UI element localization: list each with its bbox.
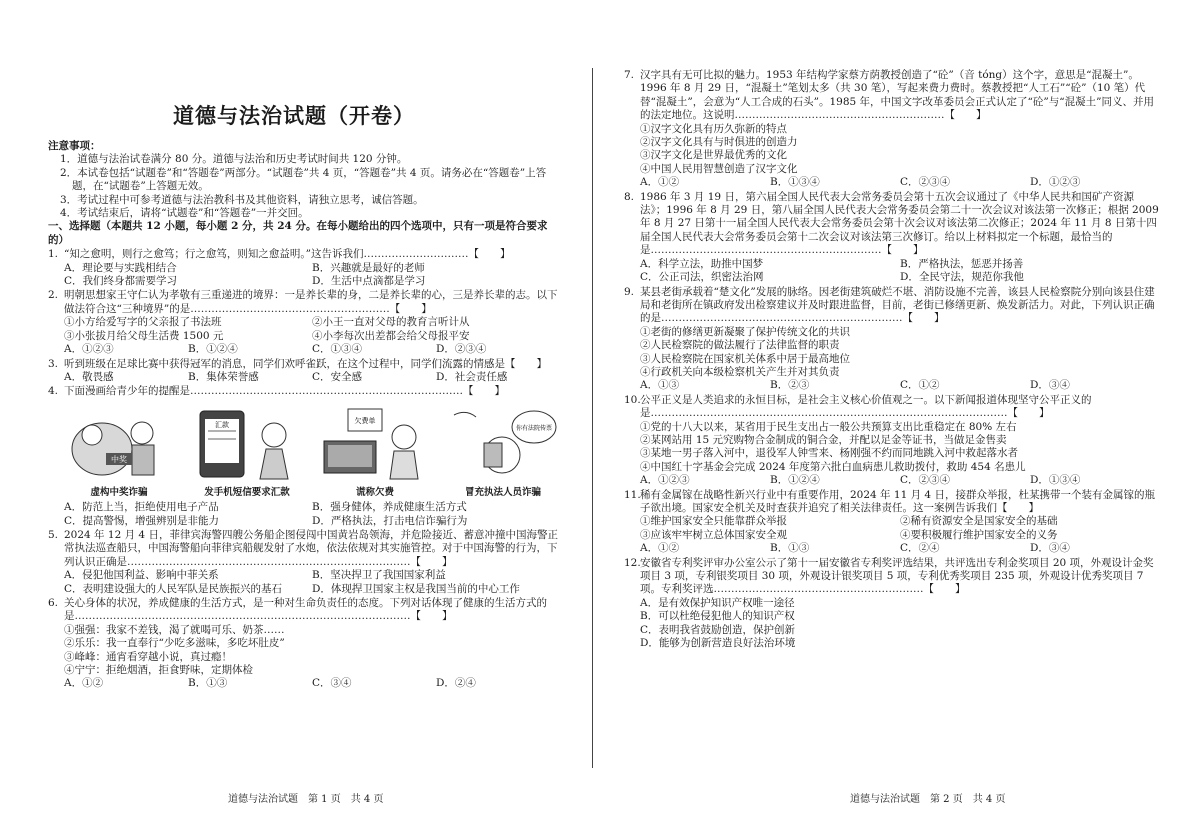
statement-item: ②小王一直对父母的教育言听计从 [312, 316, 470, 329]
answer-option: A．敬畏感 [64, 370, 114, 383]
answer-option: D．①③④ [1030, 474, 1081, 487]
answer-option: C．②③④ [900, 474, 951, 487]
question-number: 12. [624, 556, 641, 569]
option-list [624, 176, 1160, 189]
answer-option: B．①②④ [188, 343, 238, 356]
question-stem [624, 69, 1160, 123]
question-number: 1. [48, 248, 59, 261]
answer-option: B．可以杜绝侵犯他人的知识产权 [640, 610, 795, 623]
question-stem [48, 597, 560, 624]
statement-list [48, 624, 560, 678]
question-stem [48, 248, 560, 261]
question-1 [48, 248, 560, 288]
answer-option: B．①②④ [770, 474, 820, 487]
comic-tag: 你有法院传票 [515, 424, 553, 432]
statement-item: ④宁宁：拒绝烟酒，拒食野味，定期体检 [64, 664, 253, 676]
question-stem [624, 191, 1160, 258]
answer-option: C．②④ [900, 542, 940, 555]
answer-option: D．①②③ [1030, 176, 1081, 189]
answer-option: B．集体荣誉感 [188, 370, 259, 383]
notice-item: 1．道德与法治试卷满分 80 分。道德与法治和历史考试时间共 120 分钟。 [60, 153, 408, 166]
option-list [48, 371, 560, 384]
question-number: 9. [624, 285, 635, 298]
statement-item: ①汉字文化具有历久弥新的特点 [640, 122, 787, 135]
comic-caption: 谎称欠费 [355, 486, 394, 498]
answer-option: C．③④ [312, 677, 352, 690]
answer-option: D．②③④ [436, 343, 487, 356]
option-list [48, 501, 560, 528]
comic-tag: 欠费单 [354, 416, 376, 425]
option-list [624, 258, 1160, 285]
answer-option: C．安全感 [312, 370, 363, 383]
answer-option: B．①③ [188, 677, 228, 690]
statement-list [624, 123, 1160, 177]
question-text: “知之愈明，则行之愈笃；行之愈笃，则知之愈益明。”这告诉我们…………………………【 】 [64, 248, 511, 261]
statement-item: ②某网站用 15 元究购物合金制成的铜合金，并配以足金等证书，当做足金售卖 [640, 433, 1007, 446]
answer-option: D．能够为创新营造良好法治环境 [640, 637, 796, 650]
notice-item: 2．本试卷包括“试题卷”和“答题卷”两部分。“试题卷”共 4 页，“答题卷”共 4 页。请务必在“答题卷”上答题，在“试题卷”上答题无效。 [60, 166, 547, 193]
statement-list [48, 316, 560, 343]
answer-option: C．公正司法，织密法治网 [640, 271, 764, 284]
question-text: 某县老街承载着“楚文化”发展的脉络。因老街建筑破烂不堪、消防设施不完善，该县人民检察院分别向该县住建局和老街所在镇政府发出检察建议并及时跟进监督，目前，老街已修缮更新、焕发新活力。对此，下列认识正确的是……………………………………………………………【 】 [640, 285, 1155, 325]
statement-item: ②稀有资源安全是国家安全的基础 [900, 515, 1058, 528]
column-divider [592, 68, 593, 768]
page-2-content [624, 68, 1160, 650]
question-text: 稀有金属镓在战略性新兴行业中有重要作用，2024 年 11 月 4 日，接群众举报，杜某携带一个装有金属镓的瓶子欲出境。国家安全机关及时查获并追究了相关法律责任。这一案例告诉我们【 】 [640, 488, 1155, 514]
statement-list [624, 326, 1160, 380]
statement-item: ①小方给爱写字的父亲报了书法班 [64, 316, 222, 329]
statement-item: ①强强：我家不差钱，渴了就喝可乐、奶茶…… [64, 623, 285, 636]
page-1 [0, 0, 588, 829]
question-number: 11. [624, 488, 641, 501]
comic-panel [446, 405, 560, 499]
question-2 [48, 289, 560, 356]
answer-option: C．提高警惕，增强辨别是非能力 [64, 514, 220, 527]
statement-item: ③峰峰：通宵看穿越小说，真过瘾！ [64, 650, 232, 663]
comic-caption: 发手机短信要求汇款 [204, 486, 290, 498]
answer-option: A．①②③ [64, 343, 114, 356]
answer-option: A．是有效保护知识产权唯一途径 [640, 596, 795, 609]
statement-item: ④小李每次出差都会给父母报平安 [312, 329, 470, 342]
answer-option: B．强身健体，养成健康生活方式 [312, 501, 467, 514]
answer-option: D．②④ [436, 677, 476, 690]
option-list [624, 597, 1160, 651]
question-text: 关心身体的状况，养成健康的生活方式，是一种对生命负责任的态度。下列对话体现了健康的生活方式的是……………………………………………………………………………………【 】 [64, 596, 547, 623]
comic-panel [62, 405, 176, 499]
question-text: 听到班级在足球比赛中获得冠军的消息，同学们欢呼雀跃，在这个过程中，同学们流露的情感是【 】 [64, 357, 547, 370]
answer-option: D．③④ [1030, 379, 1070, 392]
section-heading: 一、选择题（本题共 12 小题，每小题 2 分，共 24 分。在每小题给出的四个选项中，只有一项是符合要求的） [48, 220, 548, 246]
statement-item: ②乐乐：我一直奉行“少吃多滋味，多吃坏肚皮” [64, 637, 285, 650]
answer-option: B．坚决捍卫了我国国家利益 [312, 569, 446, 582]
question-text: 1986 年 3 月 19 日，第六届全国人民代表大会常务委员会第十五次会议通过了《中华人民共和国矿产资源法》；1996 年 8 月 29 日，第八届全国人民代表大会常务委员会第二十一次会议对该法第一次修正；根据 2009 年 8 月 27 日第十一届全国人民代表大会常务委员会第十次会议对该法第二次修正；2024 年 11 月 8 日第十四届全国人民代表大会常务委员会第十二次会议对该法第三次修订。给以上材料拟定一个标题，最恰当的是…………………………………………………………【 】 [640, 190, 1159, 257]
statement-list [624, 515, 1160, 542]
answer-option: C．我们终身都需要学习 [64, 275, 178, 288]
statement-item: ①党的十八大以来，某省用于民生支出占一般公共预算支出比重稳定在 80% 左右 [640, 420, 1017, 433]
question-12 [624, 557, 1160, 651]
comic-caption: 冒充执法人员诈骗 [464, 486, 541, 498]
notice-item: 3．考试过程中可参考道德与法治教科书及其他资料，请独立思考，诚信答题。 [60, 193, 424, 206]
question-number: 5. [48, 528, 59, 541]
answer-option: D．③④ [1030, 542, 1070, 555]
page-footer: 道德与法治试题 第 1 页 共 4 页 [228, 794, 384, 805]
option-list [624, 474, 1160, 487]
question-stem [48, 385, 560, 398]
question-text: 汉字具有无可比拟的魅力。1953 年结构学家蔡方荫教授创造了“砼”（音 tóng）这个字，意思是“混凝土”。1996 年 8 月 29 日，“混凝土”笔划太多（共 30 笔），写起来费力费时。蔡教授把“人工石”“砼”（10 笔）代替“混凝土”，会意为“人工合成的石头”。1985 年，中国文字改革委员会正式认定了“砼”与“混凝土”同义、并用的法定地位。这说明……………………………………………………【 】 [640, 69, 1155, 122]
question-stem [624, 286, 1160, 326]
statement-item: ①老街的修缮更新凝聚了保护传统文化的共识 [640, 325, 850, 338]
question-text: 明朝思想家王守仁认为孝敬有三重递进的境界：一是养长辈的身，二是养长辈的心，三是养长辈的志。以下做法符合这“三种境界”的是…………………………………………………【 】 [64, 289, 558, 315]
question-stem [48, 529, 560, 569]
notice-list [48, 153, 560, 220]
answer-option: D．体现捍卫国家主权是我国当前的中心工作 [312, 582, 520, 595]
question-4 [48, 385, 560, 528]
statement-item: ③小张拔月给父母生活费 1500 元 [64, 329, 224, 342]
answer-option: B．兴趣就是最好的老师 [312, 261, 425, 274]
question-text: 公平正义是人类追求的永恒目标，是社会主义核心价值观之一。以下新闻报道体现坚守公平正义的是…………………………………………………………………………………………【 】 [640, 393, 1092, 420]
option-list [48, 262, 560, 289]
answer-option: A．科学立法，助推中国梦 [640, 257, 764, 270]
question-9 [624, 286, 1160, 393]
answer-option: C．表明我省鼓励创造，保护创新 [640, 623, 796, 636]
statement-item: ②汉字文化具有与时俱进的创造力 [640, 136, 798, 149]
question-list [624, 69, 1160, 650]
statement-list [624, 421, 1160, 475]
question-text: 2024 年 12 月 4 日，菲律宾海警四艘公务船企图侵闯中国黄岩岛领海，并危险接近、蓄意冲撞中国海警正常执法巡查船只，中国海警船向菲律宾船舰发射了水炮，依法依规对其实施管控。对于中国海警的行为，下列认识正确是………………………………………………………………………【 】 [64, 528, 558, 568]
page-footer: 道德与法治试题 第 2 页 共 4 页 [850, 794, 1006, 805]
statement-item: ③某地一男子落入河中，退役军人钟雪来、杨刚强不约而同地跳入河中救起落水者 [640, 447, 1018, 460]
statement-item: ③汉字文化是世界最优秀的文化 [640, 149, 787, 162]
answer-option: A．防范上当，拒绝使用电子产品 [64, 501, 219, 514]
answer-option: C．①② [900, 379, 940, 392]
answer-option: A．①② [640, 542, 680, 555]
option-list [48, 569, 560, 596]
comic-tag: 汇款 [215, 420, 229, 429]
exam-title: 道德与法治试题（开卷） [173, 104, 415, 128]
question-11 [624, 489, 1160, 556]
question-5 [48, 529, 560, 596]
answer-option: A．①③ [640, 379, 680, 392]
statement-item: ③人民检察院在国家机关体系中居于最高地位 [640, 352, 850, 365]
question-number: 3. [48, 357, 59, 370]
answer-option: D．社会责任感 [436, 370, 508, 383]
question-stem [48, 289, 560, 316]
question-10 [624, 394, 1160, 488]
answer-option: B．①③ [770, 542, 810, 555]
question-stem [624, 394, 1160, 421]
statement-item: ④要积极履行维护国家安全的义务 [900, 528, 1058, 541]
answer-option: B．②③ [770, 379, 810, 392]
statement-item: ④中国人民用智慧创造了汉字文化 [640, 162, 798, 175]
question-number: 4. [48, 385, 59, 398]
question-6 [48, 597, 560, 691]
question-3 [48, 358, 560, 385]
answer-option: B．严格执法，惩恶并扬善 [900, 257, 1024, 270]
question-number: 2. [48, 289, 59, 302]
notice-item: 4．考试结束后，请将“试题卷”和“答题卷”一并交回。 [60, 207, 309, 220]
question-number: 10. [624, 393, 641, 406]
question-stem [48, 358, 560, 371]
statement-item: ①维护国家安全只能靠群众举报 [640, 515, 787, 528]
comic-strip [48, 405, 560, 499]
comic-panel [318, 405, 432, 499]
answer-option: D．严格执法，打击电信诈骗行为 [312, 514, 468, 527]
question-stem [624, 489, 1160, 516]
option-list [624, 379, 1160, 392]
option-list [48, 343, 560, 356]
question-number: 7. [624, 69, 635, 81]
question-7 [624, 69, 1160, 190]
question-number: 6. [48, 596, 59, 609]
answer-option: C．表明建设强大的人民军队是民族振兴的基石 [64, 582, 283, 595]
option-list [48, 677, 560, 690]
answer-option: A．①② [64, 677, 104, 690]
statement-item: ④行政机关向本级检察机关产生并对其负责 [640, 365, 840, 378]
statement-item: ③应该牢牢树立总体国家安全观 [640, 528, 787, 541]
question-number: 8. [624, 190, 635, 203]
question-list [48, 248, 560, 691]
question-stem [624, 557, 1160, 597]
comic-panel [190, 405, 304, 499]
comic-tag: 中奖 [111, 454, 127, 464]
option-list [624, 542, 1160, 555]
question-text: 安徽省专利奖评审办公室公示了第十一届安徽省专利奖评选结果，共评选出专利金奖项目 20 项，外观设计金奖项目 3 项，专利银奖项目 30 项，外观设计银奖项目 5 项，专利优秀奖项目 235 项，外观设计优秀奖项目 7 项。专利奖评选……………………………………………………【 】 [640, 556, 1154, 596]
statement-item: ④中国红十字基金会完成 2024 年度第六批白血病患儿救助拨付，救助 454 名患儿 [640, 460, 1026, 473]
page-2 [612, 0, 1200, 829]
statement-item: ②人民检察院的做法履行了法律监督的职责 [640, 339, 840, 352]
page-1-content [48, 140, 560, 691]
answer-option: A．①② [640, 176, 680, 189]
answer-option: A．①②③ [640, 474, 690, 487]
question-8 [624, 191, 1160, 285]
answer-option: C．①③④ [312, 343, 363, 356]
answer-option: D．全民守法，规范你我他 [900, 271, 1024, 284]
notice-heading: 注意事项： [48, 140, 101, 152]
question-text: 下面漫画给青少年的提醒是……………………………………………………………………【 】 [64, 385, 505, 398]
answer-option: A．理论要与实践相结合 [64, 261, 177, 274]
answer-option: D．生活中点滴都是学习 [312, 275, 426, 288]
comic-caption: 虚构中奖诈骗 [90, 486, 148, 498]
answer-option: B．①③④ [770, 176, 820, 189]
answer-option: A．侵犯他国利益、影响中菲关系 [64, 569, 219, 582]
answer-option: C．②③④ [900, 176, 951, 189]
